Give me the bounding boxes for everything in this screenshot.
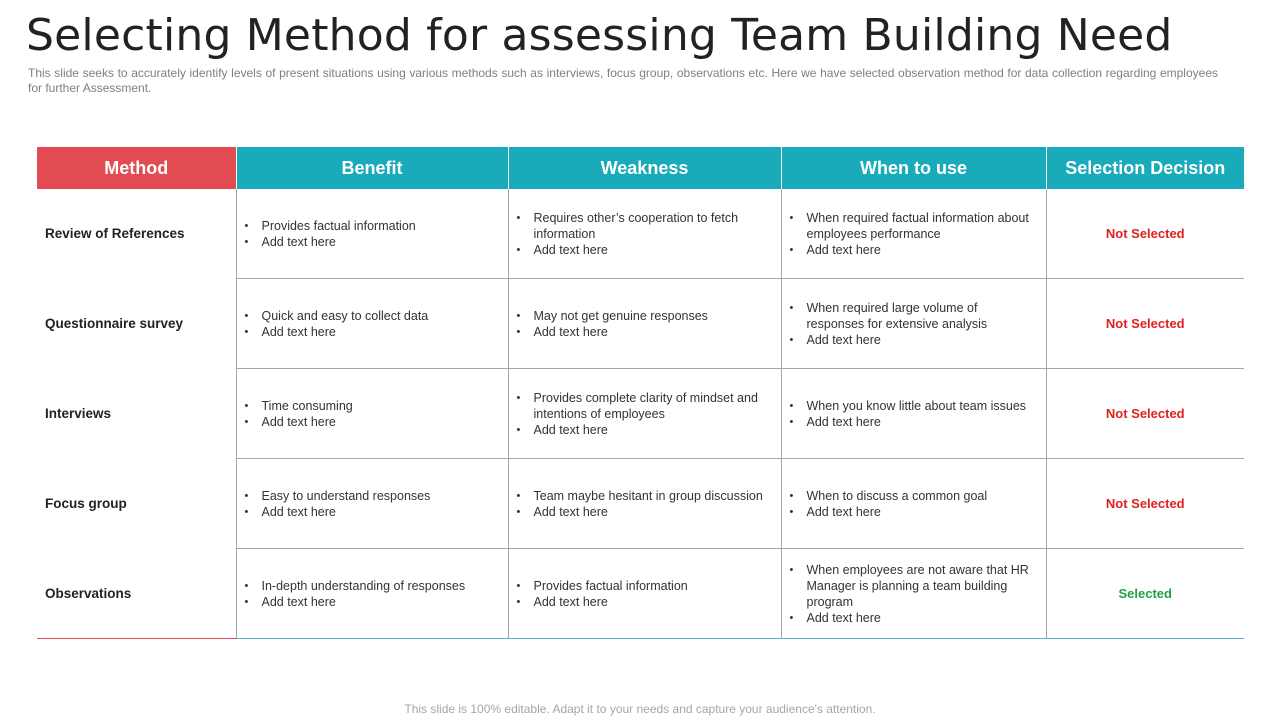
header-method: Method: [37, 147, 236, 189]
bullet-item: • Add text here: [245, 234, 500, 250]
weakness-cell: [508, 369, 781, 459]
weakness-list: [517, 210, 773, 258]
when-list: [790, 210, 1038, 258]
when-list: [790, 398, 1038, 430]
weakness-cell: [508, 549, 781, 639]
when-cell: [781, 459, 1046, 549]
header-weakness: Weakness: [508, 147, 781, 189]
bullet-item: • When employees are not aware that HR Manager is planning a team building program: [790, 562, 1038, 610]
weakness-list: [517, 308, 773, 340]
bullet-item: • Provides complete clarity of mindset and intentions of employees: [517, 390, 773, 422]
bullet-item: • Add text here: [517, 324, 773, 340]
footer-note: This slide is 100% editable. Adapt it to your needs and capture your audience's attention.: [404, 702, 876, 716]
bullet-item: • Team maybe hesitant in group discussion: [517, 488, 773, 504]
bullet-item: • Easy to understand responses: [245, 488, 500, 504]
table-row: [37, 549, 1244, 639]
selection-decision: Not Selected: [1046, 279, 1244, 369]
benefit-list: [245, 308, 500, 340]
selection-decision: Not Selected: [1046, 189, 1244, 279]
bullet-item: • Add text here: [790, 414, 1038, 430]
method-name: Interviews: [37, 369, 236, 459]
table-body: [37, 189, 1244, 639]
table-header-row: [37, 147, 1244, 189]
method-name: Review of References: [37, 189, 236, 279]
when-list: [790, 562, 1038, 626]
bullet-item: • Add text here: [245, 324, 500, 340]
bullet-item: • May not get genuine responses: [517, 308, 773, 324]
page-subtitle: This slide seeks to accurately identify levels of present situations using various methods such as interviews, focus group, observations etc. Here we have selected observation method for data collection regarding employees for further Assessment.: [28, 66, 1218, 95]
when-cell: [781, 279, 1046, 369]
weakness-cell: [508, 279, 781, 369]
weakness-list: [517, 578, 773, 610]
benefit-list: [245, 218, 500, 250]
bullet-item: • Add text here: [517, 504, 773, 520]
table-row: [37, 279, 1244, 369]
header-when-to-use: When to use: [781, 147, 1046, 189]
table-row: [37, 189, 1244, 279]
benefit-list: [245, 488, 500, 520]
selection-decision: Not Selected: [1046, 369, 1244, 459]
bullet-item: • Add text here: [790, 610, 1038, 626]
bullet-item: • Add text here: [790, 504, 1038, 520]
bullet-item: • Add text here: [790, 332, 1038, 348]
method-name: Focus group: [37, 459, 236, 549]
bullet-item: • Time consuming: [245, 398, 500, 414]
benefit-cell: [236, 369, 508, 459]
method-assessment-table: [37, 147, 1244, 639]
bullet-item: • When required factual information about employees performance: [790, 210, 1038, 242]
bullet-item: • When you know little about team issues: [790, 398, 1038, 414]
when-cell: [781, 369, 1046, 459]
bullet-item: • Add text here: [245, 414, 500, 430]
when-cell: [781, 549, 1046, 639]
bullet-item: • Provides factual information: [245, 218, 500, 234]
weakness-list: [517, 488, 773, 520]
bullet-item: • Add text here: [517, 594, 773, 610]
bullet-item: • When required large volume of responses for extensive analysis: [790, 300, 1038, 332]
benefit-cell: [236, 279, 508, 369]
bullet-item: • In-depth understanding of responses: [245, 578, 500, 594]
bullet-item: • Provides factual information: [517, 578, 773, 594]
benefit-cell: [236, 549, 508, 639]
benefit-cell: [236, 189, 508, 279]
when-list: [790, 300, 1038, 348]
header-benefit: Benefit: [236, 147, 508, 189]
bullet-item: • When to discuss a common goal: [790, 488, 1038, 504]
when-list: [790, 488, 1038, 520]
header-selection-decision: Selection Decision: [1046, 147, 1244, 189]
when-cell: [781, 189, 1046, 279]
weakness-cell: [508, 189, 781, 279]
benefit-list: [245, 398, 500, 430]
bullet-item: • Requires other’s cooperation to fetch information: [517, 210, 773, 242]
bullet-item: • Add text here: [245, 594, 500, 610]
bullet-item: • Add text here: [245, 504, 500, 520]
method-name: Questionnaire survey: [37, 279, 236, 369]
table-row: [37, 459, 1244, 549]
bullet-item: • Quick and easy to collect data: [245, 308, 500, 324]
bullet-item: • Add text here: [517, 422, 773, 438]
method-name: Observations: [37, 549, 236, 639]
weakness-list: [517, 390, 773, 438]
bullet-item: • Add text here: [790, 242, 1038, 258]
benefit-list: [245, 578, 500, 610]
selection-decision: Not Selected: [1046, 459, 1244, 549]
bullet-item: • Add text here: [517, 242, 773, 258]
benefit-cell: [236, 459, 508, 549]
table-row: [37, 369, 1244, 459]
selection-decision: Selected: [1046, 549, 1244, 639]
page-title: Selecting Method for assessing Team Building Need: [26, 10, 1173, 61]
weakness-cell: [508, 459, 781, 549]
